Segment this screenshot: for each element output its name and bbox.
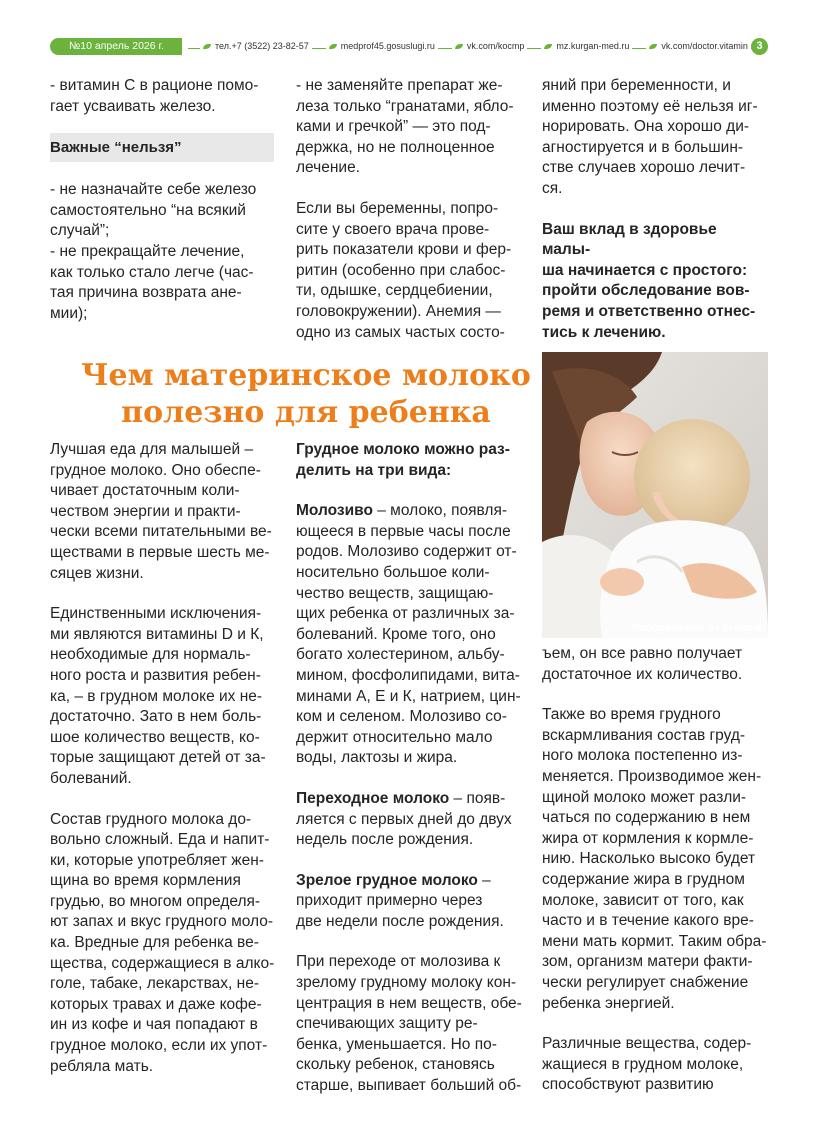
- text-line: Также во время грудного: [542, 706, 721, 724]
- text-line: чеством энергии и практи-: [50, 502, 241, 520]
- text-line: родов. Молозиво содержит от-: [296, 543, 517, 561]
- text-line: богато холестерином, альбу-: [296, 646, 505, 664]
- text-line: одно из самых частых состо-: [296, 323, 505, 341]
- text-line: щиной молоко может разли-: [542, 788, 747, 806]
- leaf-icon: [544, 44, 552, 49]
- contact-site[interactable]: [326, 38, 438, 55]
- term-rest: – появ-: [449, 789, 506, 807]
- photo-illustration: [542, 352, 768, 638]
- text-line: ющееся в первые часы после: [296, 522, 511, 540]
- text-line: - не назначайте себе железо: [50, 181, 257, 199]
- text-line: Ваш вклад в здоровье малы-: [542, 220, 717, 259]
- text-line: недель после рождения.: [296, 831, 474, 849]
- text-line: нию. Насколько высоко будет: [542, 850, 756, 868]
- article-column-3: [542, 644, 768, 1096]
- text-line: как только стало легче (час-: [50, 263, 254, 281]
- text-line: молоке, зависит от того, как: [542, 891, 744, 909]
- text-line: старше, выпивает больший об-: [296, 1077, 522, 1095]
- text-line: самостоятельно “на всякий: [50, 201, 246, 219]
- text-line: достаточно. Зато в нем боль-: [50, 708, 262, 726]
- text-line: рить показатели крови и фер-: [296, 241, 512, 259]
- contact-text: mz.kurgan-med.ru: [556, 41, 630, 51]
- contact-text: vk.com/doctor.vitamin: [661, 41, 748, 51]
- text-line: меняется. Производимое жен-: [542, 767, 762, 785]
- contact-text: vk.com/kocmp: [466, 41, 525, 51]
- text-line: зом, организм матери факти-: [542, 953, 753, 971]
- text-line: При переходе от молозива к: [296, 953, 501, 971]
- text-line: грудное молоко, если их упот-: [50, 1037, 268, 1055]
- term-kolostrum: Молозиво: [296, 502, 373, 520]
- issue-label: №10 апрель 2026 г.: [50, 38, 182, 55]
- text-line: делить на три вида:: [296, 461, 452, 479]
- text-line: ремя и ответственно отнес-: [542, 302, 756, 320]
- text-line: ного роста и развития ребен-: [50, 666, 261, 684]
- text-line: болеваний.: [50, 769, 132, 787]
- contact-text: medprof45.gosuslugi.ru: [340, 41, 435, 51]
- header-contacts: [200, 38, 751, 55]
- text-line: ют запах и вкус грудного моло-: [50, 913, 274, 931]
- text-line: Если вы беременны, попро-: [296, 199, 499, 217]
- contact-ministry[interactable]: [541, 38, 632, 55]
- text-line: агностируется и в большин-: [542, 138, 744, 156]
- article-column-2: [296, 440, 524, 1097]
- text-line: приходит примерно через: [296, 892, 483, 910]
- text-line: Единственными исключения-: [50, 605, 262, 623]
- text-line: ком и селеном. Молозиво со-: [296, 708, 507, 726]
- contact-phone: [200, 38, 312, 55]
- mature-first-line: [296, 871, 524, 892]
- text-line: грудное молоко. Оно обеспе-: [50, 461, 261, 479]
- text-line: воды, лактозы и жира.: [296, 749, 458, 767]
- text-line: ритин (особенно при слабос-: [296, 261, 506, 279]
- term-mature: Зрелое грудное молоко: [296, 871, 478, 889]
- text-line: скольку ребенок, становясь: [296, 1056, 495, 1074]
- text-line: бенка, уменьшается. Но по-: [296, 1035, 497, 1053]
- text-line: жира от кормления к кормле-: [542, 829, 754, 847]
- page-header: [50, 38, 768, 56]
- text-line: две недели после рождения.: [296, 912, 504, 930]
- text-line: тая причина возврата ане-: [50, 284, 242, 302]
- text-line: ществами в первые шесть ме-: [50, 543, 270, 561]
- text-line: болеваний. Кроме того, оно: [296, 625, 496, 643]
- text-line: держка, но не полноценное: [296, 138, 495, 156]
- text-line: голе, табаке, лекарствах, не-: [50, 975, 260, 993]
- leaf-icon: [203, 44, 211, 49]
- term-transitional: Переходное молоко: [296, 789, 450, 807]
- leaf-icon: [329, 44, 337, 49]
- text-line: зрелому грудному молоку кон-: [296, 974, 517, 992]
- page-number: 3: [751, 38, 768, 55]
- text-line: ти, одышке, сердцебиении,: [296, 282, 493, 300]
- text-line: мии);: [50, 304, 88, 322]
- text-line: ного молока постепенно из-: [542, 747, 743, 765]
- text-line: сяцев жизни.: [50, 564, 144, 582]
- text-line: ребенка энергией.: [542, 994, 675, 1012]
- text-line: ми являются витамины D и К,: [50, 625, 264, 643]
- text-line: способствуют развитию: [542, 1076, 714, 1094]
- text-line: сите у своего врача прове-: [296, 220, 490, 238]
- text-line: торые защищают детей от за-: [50, 749, 266, 767]
- text-line: грудью, во многом определя-: [50, 892, 261, 910]
- text-line: лечение.: [296, 159, 360, 177]
- text-line: мени мать кормит. Таким обра-: [542, 932, 767, 950]
- box-heading-text: Важные “нельзя”: [50, 139, 182, 157]
- top-column-1: [50, 76, 278, 324]
- text-line: ин из кофе и чая попадают в: [50, 1016, 258, 1034]
- text-line: шое количество веществ, ко-: [50, 728, 260, 746]
- text-line: ка, – в грудном молоке их не-: [50, 687, 263, 705]
- article-column-1: [50, 440, 278, 1077]
- text-line: яний при беременности, и: [542, 77, 731, 94]
- text-line: ка. Вредные для ребенка ве-: [50, 934, 259, 952]
- text-line: достаточное их количество.: [542, 665, 743, 683]
- text-line: Лучшая еда для малышей –: [50, 441, 254, 458]
- text-line: которых травах и даже кофе-: [50, 995, 262, 1013]
- top-column-3: [542, 76, 768, 343]
- text-line: чески всеми питательными ве-: [50, 523, 272, 541]
- text-line: Состав грудного молока до-: [50, 810, 252, 828]
- text-line: ки, которые употребляет жен-: [50, 851, 264, 869]
- photo-credit: Изображение от Freepik: [632, 622, 762, 634]
- text-line: вольно сложный. Еда и напит-: [50, 831, 270, 849]
- text-line: - не заменяйте препарат же-: [296, 77, 503, 94]
- text-line: ками и гречкой” — это под-: [296, 118, 491, 136]
- text-line: именно поэтому её нельзя иг-: [542, 97, 758, 115]
- text-line: минами А, Е и К, натрием, цин-: [296, 687, 521, 705]
- transitional-first-line: [296, 789, 524, 810]
- leaf-icon: [455, 44, 463, 49]
- text-line: ляется с первых дней до двух: [296, 810, 512, 828]
- top-column-2: [296, 76, 524, 343]
- term-rest: – молоко, появля-: [372, 502, 508, 520]
- text-line: вскармливания состав груд-: [542, 726, 746, 744]
- leaf-icon: [649, 44, 657, 49]
- text-line: норировать. Она хорошо ди-: [542, 118, 750, 136]
- text-line: спечивающих защиту ре-: [296, 1015, 478, 1033]
- text-line: щих ребенка от различных за-: [296, 605, 515, 623]
- kolostrum-first-line: [296, 501, 524, 522]
- text-line: чивает достаточным коли-: [50, 482, 240, 500]
- box-heading: [50, 133, 274, 162]
- text-line: мином, фосфолипидами, вита-: [296, 666, 520, 684]
- text-line: Различные вещества, содер-: [542, 1035, 752, 1053]
- text-line: чество веществ, защищаю-: [296, 584, 494, 602]
- title-line: полезно для ребенка: [121, 395, 491, 430]
- contact-vk-doctor[interactable]: [646, 38, 751, 55]
- text-line: - не прекращайте лечение,: [50, 242, 245, 260]
- text-line: щина во время кормления: [50, 872, 241, 890]
- text-line: стве случаев хорошо лечит-: [542, 159, 746, 177]
- text-line: жащиеся в грудном молоке,: [542, 1055, 744, 1073]
- text-line: носительно большое коли-: [296, 563, 490, 581]
- article-title: [50, 357, 562, 431]
- text-line: часто и в течение какого вре-: [542, 912, 754, 930]
- text-line: леза только “гранатами, ябло-: [296, 97, 514, 115]
- text-line: случай”;: [50, 222, 110, 240]
- text-line: чаться по содержанию в нем: [542, 809, 751, 827]
- text-line: содержание жира в грудном: [542, 870, 745, 888]
- text-line: ребляла мать.: [50, 1057, 154, 1075]
- text-line: чески регулирует снабжение: [542, 973, 749, 991]
- text-line: - витамин С в рационе помо-: [50, 77, 259, 94]
- title-line: Чем материнское молоко: [81, 358, 531, 393]
- term-rest: –: [477, 871, 491, 889]
- text-line: центрация в нем веществ, обе-: [296, 994, 522, 1012]
- text-line: ся.: [542, 179, 563, 197]
- text-line: ша начинается с простого:: [542, 261, 748, 279]
- text-line: держит относительно мало: [296, 728, 493, 746]
- mother-baby-photo: [542, 352, 768, 638]
- contact-text: тел.+7 (3522) 23-82-57: [215, 41, 309, 51]
- text-line: необходимые для нормаль-: [50, 646, 251, 664]
- text-line: Грудное молоко можно раз-: [296, 441, 510, 458]
- text-line: щества, содержащиеся в алко-: [50, 954, 275, 972]
- contact-vk[interactable]: [452, 38, 528, 55]
- text-line: головокружении). Анемия —: [296, 302, 501, 320]
- text-line: тись к лечению.: [542, 323, 666, 341]
- text-line: ъем, он все равно получает: [542, 645, 743, 662]
- text-line: гает усваивать железо.: [50, 97, 216, 115]
- text-line: пройти обследование вов-: [542, 282, 750, 300]
